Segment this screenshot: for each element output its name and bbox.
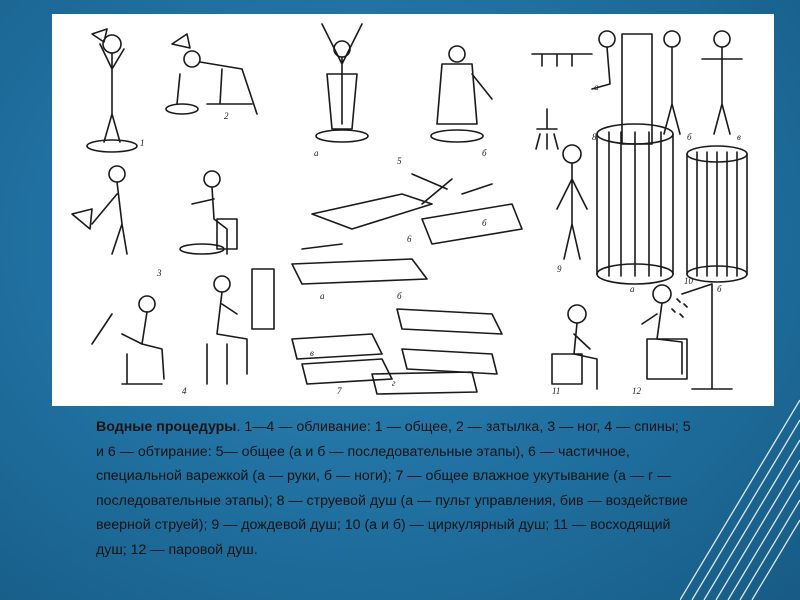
figure-label: г [392,378,396,388]
figure-label: б [482,218,487,228]
figure-label: 8 [592,132,597,142]
scene-12-steam-shower [642,284,732,389]
figure-label: а [314,148,319,158]
figure-label: в [737,132,741,142]
figure-caption [96,415,701,562]
figure-label: 10 [684,276,693,286]
figure-label: 4 [182,386,187,396]
scene-7-wet-wrapping [292,309,502,394]
caption-title: Водные процедуры [96,419,237,435]
scene-8-jet-shower [532,31,742,144]
figure-label: 2 [224,111,229,121]
figure-label: б [717,284,722,294]
scene-2-nape-dousing [166,34,257,114]
figure-label: б [482,148,487,158]
water-procedures-illustration [52,14,774,406]
scene-1-general-dousing [87,29,137,152]
figure-label: в [310,348,314,358]
scene-4-back-dousing [92,269,274,384]
figure-label: 1 [140,138,145,148]
scene-3-legs-dousing [72,166,237,254]
scene-10-circular-shower [597,124,747,284]
scene-6-partial-rubbing [292,174,522,284]
illustration-drawing [52,14,774,406]
figure-label: 7 [337,386,342,396]
scene-9-rain-shower [536,109,587,259]
caption-body: . 1—4 — обливание: 1 — общее, 2 — затылка, 3 — ног, 4 — спины; 5 и 6 — обтирание: 5— общее (а и б — последовательные этапы), 6 — частичное, специальной варежкой (а — руки, б — ноги); 7 — общее влажное укутывание (а — г — последовательные этапы); 8 — струевой душ (а — пульт управления, бив — воздействие веерной струей); 9 — дождевой душ; 10 (а и б) — циркулярный душ; 11 — восходящий душ; 12 — паровой душ. [96,419,691,558]
figure-label: б [687,132,692,142]
figure-label: 11 [552,386,561,396]
figure-label: 9 [557,264,562,274]
figure-label: 6 [407,234,412,244]
figure-label: 12 [632,386,641,396]
figure-label: 3 [157,268,162,278]
figure-label: 5 [397,156,402,166]
figure-label: а [594,82,599,92]
scene-11-ascending-shower [552,305,597,389]
figure-label: а [630,284,635,294]
figure-label: а [320,291,325,301]
figure-label: б [397,291,402,301]
scene-5-rubbing [316,24,492,142]
